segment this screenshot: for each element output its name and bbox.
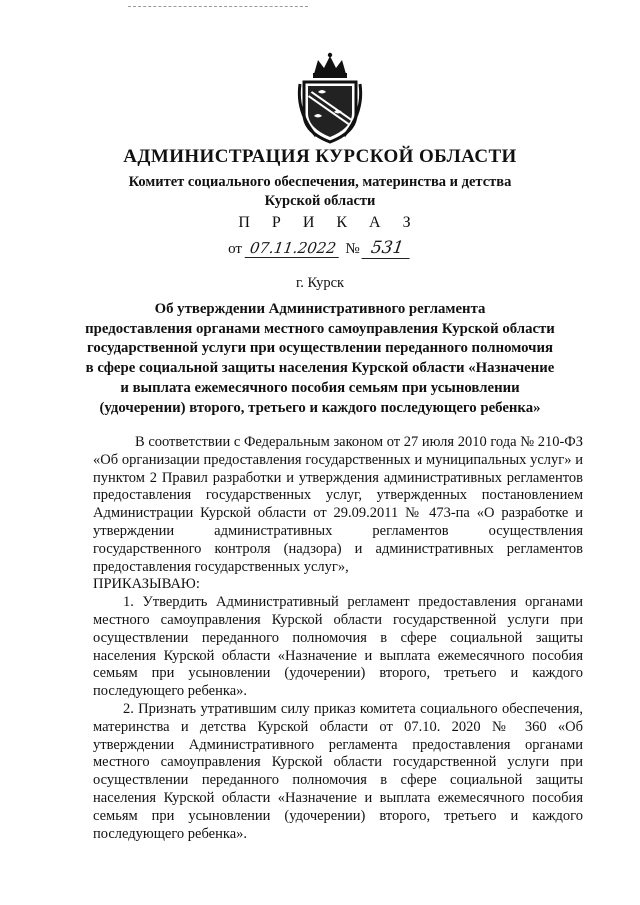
date-prefix: от	[228, 241, 242, 257]
top-edge-marks	[128, 6, 308, 7]
handwritten-number: 531	[362, 238, 413, 259]
item-2-paragraph: 2. Признать утратившим силу приказ комитета социального обеспечения, материнства и детства Курской области от 07.10. 2020 № 360 «Об утверждении Административного регламента предоставления органами местного самоуправления Курской области государственной услуги при осуществлении переданного полномочия в сфере социальной защиты населения Курской области «Назначение и выплата ежемесячного пособия семьям при усыновлении (удочерении) второго, третьего и каждого последующего ребенка».	[93, 700, 583, 842]
coat-of-arms-icon	[296, 52, 364, 144]
title-line: Об утверждении Административного регламента	[154, 301, 486, 317]
handwritten-date: 07.11.2022	[244, 239, 341, 258]
title-line: и выплата ежемесячного пособия семьям при усыновлении	[120, 379, 520, 396]
title-line: (удочерении) второго, третьего и каждого последующего ребенка»	[99, 399, 541, 416]
organization-title: АДМИНИСТРАЦИЯ КУРСКОЙ ОБЛАСТИ	[123, 146, 517, 167]
order-word: ПРИКАЗЫВАЮ:	[93, 576, 200, 593]
number-prefix: №	[345, 241, 360, 257]
order-title	[0, 300, 640, 418]
date-number-line	[0, 238, 640, 259]
title-line: предоставления органами местного самоуправления Курской области	[85, 320, 555, 337]
committee-name	[0, 173, 640, 211]
city: г. Курск	[295, 275, 345, 291]
document-body	[93, 434, 583, 843]
title-line: государственной услуги при осуществлении переданного полномочия	[86, 340, 553, 357]
committee-line-2: Курской области	[264, 193, 376, 209]
title-line: в сфере социальной защиты населения Курской области «Назначение	[85, 360, 555, 377]
committee-line-1: Комитет социального обеспечения, материнства и детства	[128, 174, 512, 190]
item-1-paragraph: 1. Утвердить Административный регламент предоставления органами местного самоуправления Курской области государственной услуги при осуществлении переданного полномочия в сфере социальной защиты населения Курской области «Назначение и выплата ежемесячного пособия семьям при усыновлении (удочерении) второго, третьего и каждого последующего ребенка».	[93, 594, 583, 700]
document-type: П Р И К А З	[238, 214, 420, 231]
preamble-paragraph: В соответствии с Федеральным законом от 27 июля 2010 года № 210-ФЗ «Об организации предоставления государственных и муниципальных услуг» и пунктом 2 Правил разработки и утверждения административных регламентов предоставления государственных услуг, утвержденных постановлением Администрации Курской области от 29.09.2011 № 473-па «О разработке и утверждении административных регламентов осуществления государственного контроля (надзора) и административных регламентов предоставления государственных услуг»,	[93, 434, 583, 575]
